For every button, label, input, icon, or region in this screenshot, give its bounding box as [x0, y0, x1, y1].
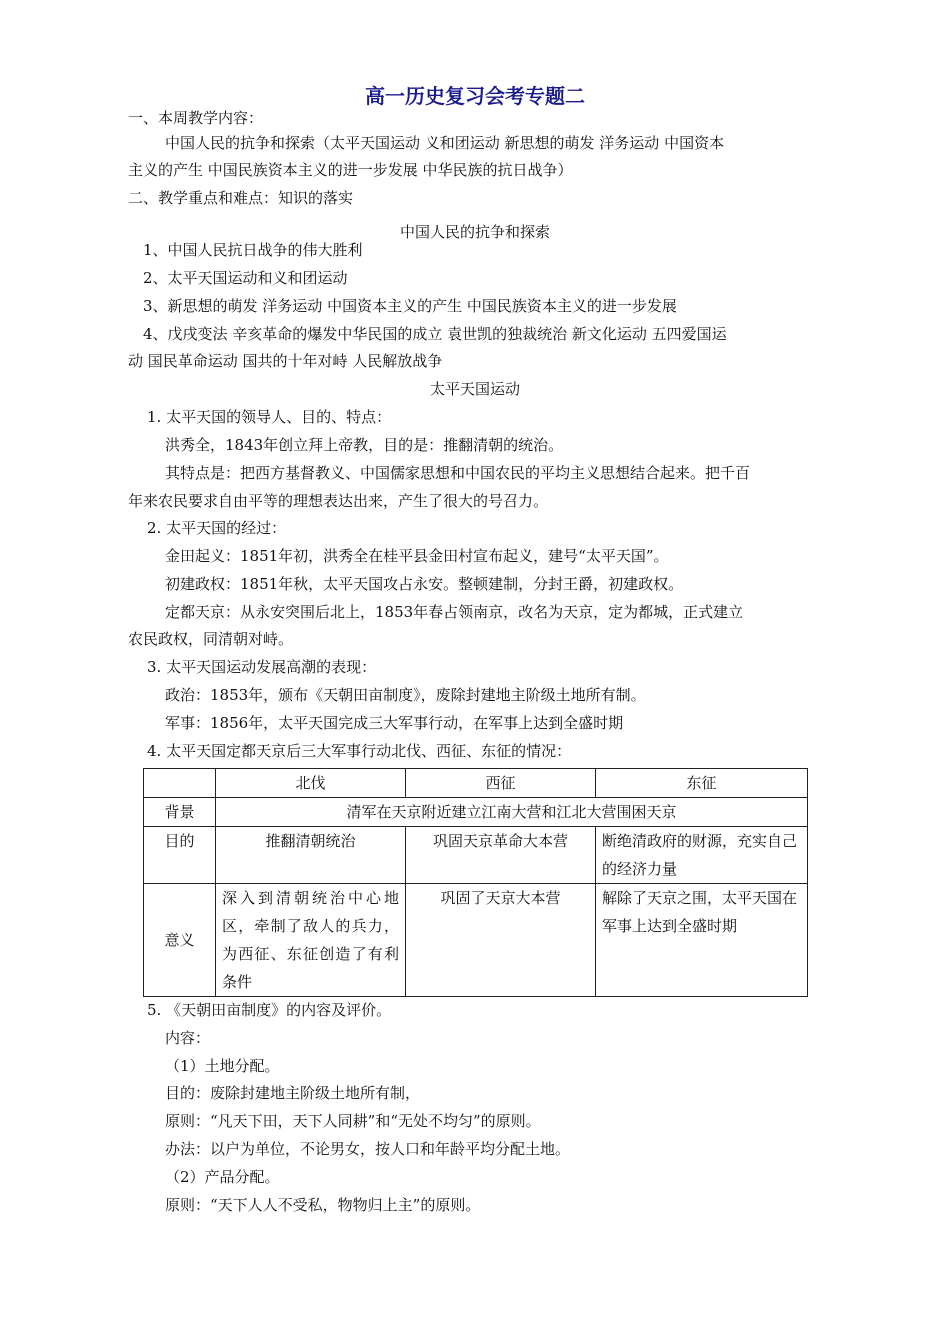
page-title: 高一历史复习会考专题二: [365, 84, 585, 108]
overview-title: 中国人民的抗争和探索: [399, 223, 550, 241]
taiping-p4-heading: 4. 太平天国定都天京后三大军事行动北伐、西征、东征的情况：: [147, 742, 572, 760]
section1-heading: 一、本周教学内容：: [128, 109, 264, 127]
table-cell-purpose-west: 巩固天京革命大本营: [406, 827, 596, 884]
table-cell-label: 背景: [144, 798, 216, 827]
taiping-p2-a: 金田起义：1851年初，洪秀全在桂平县金田村宣布起义，建号“太平天国”。: [165, 547, 669, 565]
table-row-background: [144, 798, 808, 827]
table-row-significance: [144, 884, 808, 997]
taiping-p3-heading: 3. 太平天国运动发展高潮的表现：: [147, 658, 377, 676]
taiping-p1-heading: 1. 太平天国的领导人、目的、特点：: [147, 408, 392, 426]
table-row-purpose: [144, 827, 808, 884]
land-principle2: 原则：“天下人人不受私，物物归上主”的原则。: [165, 1196, 481, 1214]
taiping-p1-b1: 其特点是：把西方基督教义、中国儒家思想和中国农民的平均主义思想结合起来。把千百: [165, 464, 751, 482]
table-header-east: 东征: [596, 769, 808, 798]
overview-item-1: 1、中国人民抗日战争的伟大胜利: [143, 241, 363, 259]
section2-heading: 二、教学重点和难点：知识的落实: [128, 189, 354, 207]
table-cell-purpose-east: 断绝清政府的财源，充实自己的经济力量: [596, 827, 808, 884]
land-sub2: （2）产品分配。: [165, 1168, 280, 1186]
overview-item-4-line2: 动 国民革命运动 国共的十年对峙 人民解放战争: [128, 352, 443, 370]
taiping-p2-heading: 2. 太平天国的经过：: [147, 519, 287, 537]
table-header-row: [144, 769, 808, 798]
section1-line2: 主义的产生 中国民族资本主义的进一步发展 中华民族的抗日战争）: [128, 161, 573, 179]
land-p5-heading: 5. 《天朝田亩制度》的内容及评价。: [147, 1001, 392, 1019]
military-campaigns-table: [143, 768, 808, 997]
land-content-label: 内容：: [165, 1029, 211, 1047]
table-cell-background: 清军在天京附近建立江南大营和江北大营围困天京: [216, 798, 808, 827]
land-principle: 原则：“凡天下田，天下人同耕”和“无处不均匀”的原则。: [165, 1112, 541, 1130]
table-cell-significance-west: 巩固了天京大本营: [406, 884, 596, 997]
table-header-north: 北伐: [216, 769, 406, 798]
table-cell-significance-north: 深入到清朝统治中心地区，牵制了敌人的兵力，为西征、东征创造了有利条件: [216, 884, 406, 997]
taiping-p2-b: 初建政权：1851年秋，太平天国攻占永安。整顿建制，分封王爵，初建政权。: [165, 575, 684, 593]
land-sub1: （1）土地分配。: [165, 1057, 280, 1075]
taiping-p3-b: 军事：1856年，太平天国完成三大军事行动，在军事上达到全盛时期: [165, 714, 624, 732]
taiping-p1-a: 洪秀全，1843年创立拜上帝教，目的是：推翻清朝的统治。: [165, 436, 564, 454]
overview-item-2: 2、太平天国运动和义和团运动: [143, 269, 348, 287]
taiping-title: 太平天国运动: [429, 380, 520, 398]
land-purpose: 目的：废除封建地主阶级土地所有制，: [165, 1084, 421, 1102]
land-method: 办法：以户为单位，不论男女，按人口和年龄平均分配土地。: [165, 1140, 571, 1158]
taiping-p1-b2: 年来农民要求自由平等的理想表达出来，产生了很大的号召力。: [128, 492, 549, 510]
overview-item-3: 3、新思想的萌发 洋务运动 中国资本主义的产生 中国民族资本主义的进一步发展: [143, 297, 677, 315]
table-cell-label: 目的: [144, 827, 216, 884]
table-header-west: 西征: [406, 769, 596, 798]
table-cell-significance-east: 解除了天京之围，太平天国在军事上达到全盛时期: [596, 884, 808, 997]
table-cell-label: 意义: [144, 884, 216, 997]
overview-item-4-line1: 4、戊戌变法 辛亥革命的爆发中华民国的成立 袁世凯的独裁统治 新文化运动 五四爱国运: [143, 325, 727, 343]
taiping-p3-a: 政治：1853年，颁布《天朝田亩制度》，废除封建地主阶级土地所有制。: [165, 686, 646, 704]
table-cell-purpose-north: 推翻清朝统治: [216, 827, 406, 884]
section1-line1: 中国人民的抗争和探索（太平天国运动 义和团运动 新思想的萌发 洋务运动 中国资本: [165, 134, 725, 152]
table-header-blank: [144, 769, 216, 798]
taiping-p2-c1: 定都天京：从永安突围后北上，1853年春占领南京，改名为天京，定为都城，正式建立: [165, 603, 744, 621]
taiping-p2-c2: 农民政权，同清朝对峙。: [128, 630, 294, 648]
